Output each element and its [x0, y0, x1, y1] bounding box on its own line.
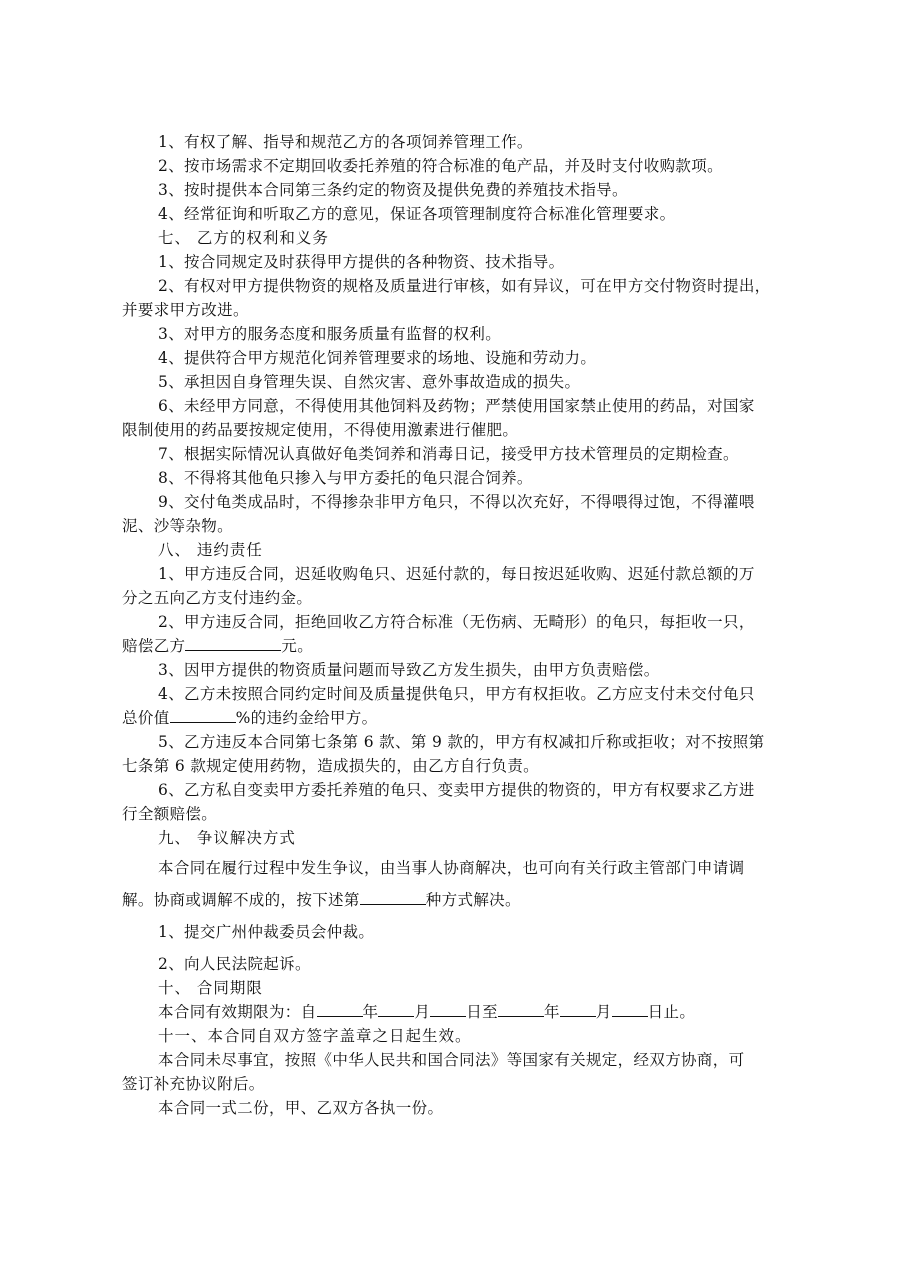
- section8-item-6-line2: 行全额赔偿。: [122, 805, 218, 823]
- section11-para2: 本合同一式二份，甲、乙双方各执一份。: [158, 1099, 444, 1117]
- section11-heading: 十一、本合同自双方签字盖章之日起生效。: [158, 1027, 472, 1045]
- section7-item-6-line1: 6、未经甲方同意，不得使用其他饲料及药物；严禁使用国家禁止使用的药品，对国家: [158, 397, 755, 415]
- para-text-b: 种方式解决。: [425, 891, 521, 909]
- section7-item-2-line1: 2、有权对甲方提供物资的规格及质量进行审核，如有异议，可在甲方交付物资时提出，: [158, 277, 771, 295]
- section7-item-9-line1: 9、交付龟类成品时，不得掺杂非甲方龟只，不得以次充好，不得喂得过饱，不得灌喂: [158, 493, 755, 511]
- section9-option-1: 1、提交广州仲裁委员会仲裁。: [158, 923, 375, 941]
- section7-item-7: 7、根据实际情况认真做好龟类饲养和消毒日记，接受甲方技术管理员的定期检查。: [158, 445, 739, 463]
- section11-para1-line2: 签订补充协议附后。: [122, 1075, 265, 1093]
- item4-text-a: 总价值: [122, 709, 170, 727]
- section8-item-4-line2: [122, 708, 802, 728]
- section6-item-1: 1、有权了解、指导和规范乙方的各项饲养管理工作。: [158, 133, 533, 151]
- term-text-month1: 月: [414, 1003, 431, 1021]
- section6-item-4: 4、经常征询和听取乙方的意见，保证各项管理制度符合标准化管理要求。: [158, 205, 676, 223]
- section8-item-5-line1: 5、乙方违反本合同第七条第 6 款、第 9 款的，甲方有权减扣斤称或拒收；对不按照第: [158, 733, 765, 751]
- section11-para1-line1: 本合同未尽事宜，按照《中华人民共和国合同法》等国家有关规定，经双方协商，可: [158, 1051, 745, 1069]
- section9-para-line1: 本合同在履行过程中发生争议，由当事人协商解决，也可向有关行政主管部门申请调: [158, 859, 745, 877]
- start-year-blank: [317, 1002, 363, 1017]
- section9-heading: 九、 争议解决方式: [158, 829, 296, 847]
- start-day-blank: [430, 1002, 466, 1017]
- section7-item-9-line2: 泥、沙等杂物。: [122, 517, 233, 535]
- section8-item-5-line2: 七条第 6 款规定使用药物，造成损失的，由乙方自行负责。: [122, 757, 540, 775]
- section8-heading: 八、 违约责任: [158, 541, 263, 559]
- compensation-amount-blank: [185, 636, 281, 651]
- dispute-method-blank: [360, 890, 426, 905]
- term-text-from: 本合同有效期限为：自: [158, 1003, 317, 1021]
- section6-item-3: 3、按时提供本合同第三条约定的物资及提供免费的养殖技术指导。: [158, 181, 628, 199]
- section8-item-3: 3、因甲方提供的物资质量问题而导致乙方发生损失，由甲方负责赔偿。: [158, 661, 660, 679]
- end-month-blank: [560, 1002, 596, 1017]
- section8-item-1-line2: 分之五向乙方支付违约金。: [122, 589, 313, 607]
- start-month-blank: [378, 1002, 414, 1017]
- para-text-a: 解。协商或调解不成的，按下述第: [122, 891, 360, 909]
- item2-text-b: 元。: [281, 637, 314, 655]
- section8-item-6-line1: 6、乙方私自变卖甲方委托养殖的龟只、变卖甲方提供的物资的，甲方有权要求乙方进: [158, 781, 755, 799]
- section6-item-2: 2、按市场需求不定期回收委托养殖的符合标准的龟产品，并及时支付收购款项。: [158, 157, 723, 175]
- term-text-to: 日至: [466, 1003, 498, 1021]
- term-text-year1: 年: [362, 1003, 379, 1021]
- section7-item-1: 1、按合同规定及时获得甲方提供的各种物资、技术指导。: [158, 253, 565, 271]
- term-text-month2: 月: [595, 1003, 612, 1021]
- end-day-blank: [612, 1002, 648, 1017]
- section10-heading: 十、 合同期限: [158, 979, 263, 997]
- section8-item-2-line2: [122, 636, 802, 656]
- term-text-year2: 年: [543, 1003, 560, 1021]
- section7-item-5: 5、承担因自身管理失误、自然灾害、意外事故造成的损失。: [158, 373, 581, 391]
- section8-item-1-line1: 1、甲方违反合同，迟延收购龟只、迟延付款的，每日按迟延收购、迟延付款总额的万: [158, 565, 755, 583]
- section7-item-8: 8、不得将其他龟只掺入与甲方委托的龟只混合饲养。: [158, 469, 533, 487]
- section7-item-3: 3、对甲方的服务态度和服务质量有监督的权利。: [158, 325, 502, 343]
- item2-text-a: 赔偿乙方: [122, 637, 186, 655]
- section10-term-line: [158, 1002, 838, 1022]
- section9-para-line2: [122, 890, 802, 910]
- penalty-percent-blank: [170, 708, 236, 723]
- section7-item-6-line2: 限制使用的药品要按规定使用，不得使用激素进行催肥。: [122, 421, 519, 439]
- section7-item-4: 4、提供符合甲方规范化饲养管理要求的场地、设施和劳动力。: [158, 349, 597, 367]
- section9-option-2: 2、向人民法院起诉。: [158, 955, 311, 973]
- section8-item-2-line1: 2、甲方违反合同，拒绝回收乙方符合标准（无伤病、无畸形）的龟只，每拒收一只，: [158, 613, 755, 631]
- section7-item-2-line2: 并要求甲方改进。: [122, 301, 249, 319]
- section7-heading: 七、 乙方的权利和义务: [158, 229, 329, 247]
- end-year-blank: [498, 1002, 544, 1017]
- section8-item-4-line1: 4、乙方未按照合同约定时间及质量提供龟只，甲方有权拒收。乙方应支付未交付龟只: [158, 685, 755, 703]
- term-text-end: 日止。: [647, 1003, 696, 1021]
- item4-text-b: %的违约金给甲方。: [235, 709, 378, 727]
